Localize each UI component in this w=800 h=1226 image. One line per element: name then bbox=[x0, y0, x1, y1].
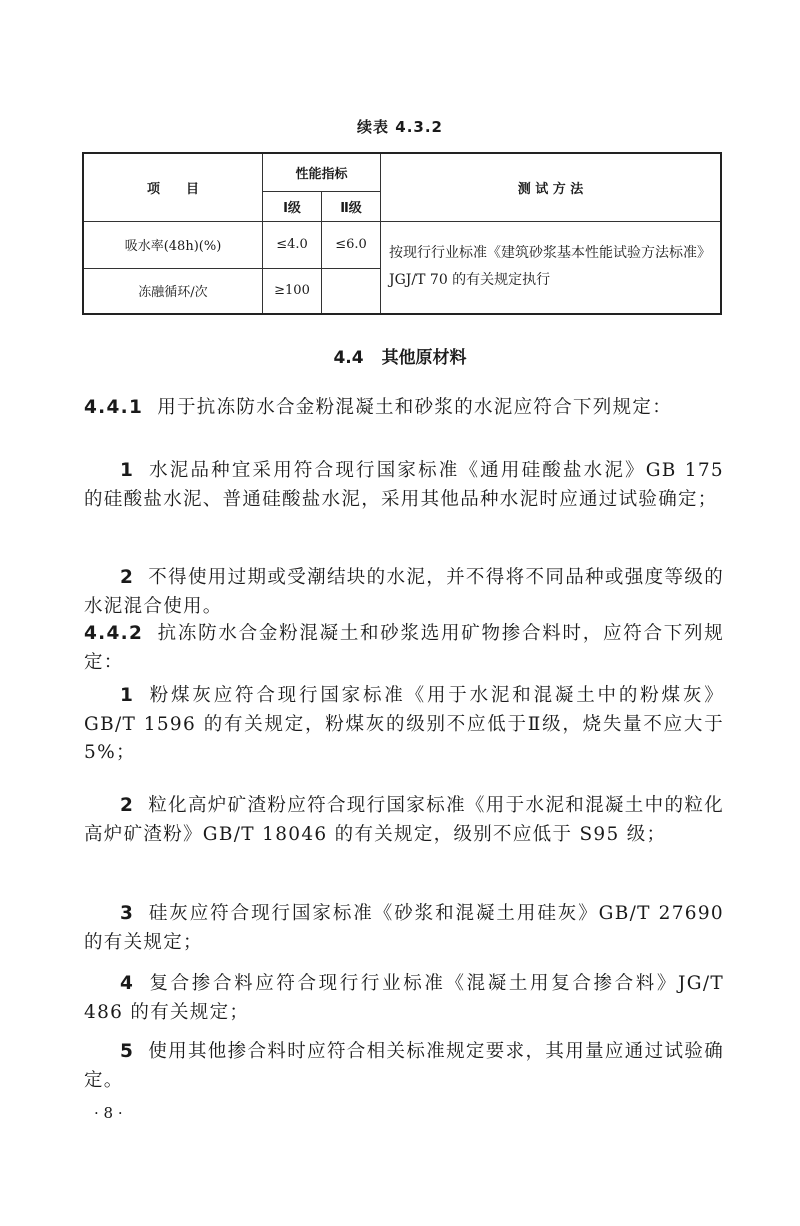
clause-4-4-1: 4.4.1 用于抗冻防水合金粉混凝土和砂浆的水泥应符合下列规定： bbox=[84, 397, 672, 418]
row-item: 吸水率(48h)(%) bbox=[83, 221, 263, 268]
row-item: 冻融循环/次 bbox=[83, 268, 263, 314]
clause-item: 2 不得使用过期或受潮结块的水泥，并不得将不同品种或强度等级的水泥混合使用。 bbox=[84, 567, 724, 617]
header-grade1: Ⅰ级 bbox=[263, 191, 322, 221]
row-grade1: ≤4.0 bbox=[263, 221, 322, 268]
clause-item: 1 粉煤灰应符合现行国家标准《用于水泥和混凝土中的粉煤灰》GB/T 1596 的有关规定，粉煤灰的级别不应低于Ⅱ级，烧失量不应大于 5%； bbox=[84, 685, 724, 763]
table-row bbox=[83, 221, 721, 268]
clause-item: 1 水泥品种宜采用符合现行国家标准《通用硅酸盐水泥》GB 175 的硅酸盐水泥、普通硅酸盐水泥，采用其他品种水泥时应通过试验确定； bbox=[84, 460, 724, 510]
clause-item: 3 硅灰应符合现行国家标准《砂浆和混凝土用硅灰》GB/T 27690 的有关规定； bbox=[84, 903, 724, 953]
row-grade1: ≥100 bbox=[263, 268, 322, 314]
row-grade2 bbox=[322, 268, 381, 314]
header-method: 测 试 方 法 bbox=[381, 153, 722, 221]
clause-item: 5 使用其他掺合料时应符合相关标准规定要求，其用量应通过试验确定。 bbox=[84, 1041, 724, 1091]
header-item: 项 目 bbox=[83, 153, 263, 221]
method-cell: 按现行行业标准《建筑砂浆基本性能试验方法标准》JGJ/T 70 的有关规定执行 bbox=[381, 221, 722, 314]
table-caption: 续表 4.3.2 bbox=[357, 118, 443, 136]
clause-item: 4 复合掺合料应符合现行行业标准《混凝土用复合掺合料》JG/T 486 的有关规定； bbox=[84, 973, 724, 1023]
spec-table bbox=[82, 152, 722, 315]
header-performance: 性能指标 bbox=[263, 153, 381, 191]
section-number: 4.4 bbox=[333, 348, 364, 368]
header-grade2: Ⅱ级 bbox=[322, 191, 381, 221]
clause-item: 2 粒化高炉矿渣粉应符合现行国家标准《用于水泥和混凝土中的粒化高炉矿渣粉》GB/T 18046 的有关规定，级别不应低于 S95 级； bbox=[84, 795, 724, 845]
page-number: · 8 · bbox=[94, 1104, 123, 1122]
clause-4-4-2: 4.4.2 抗冻防水合金粉混凝土和砂浆选用矿物掺合料时，应符合下列规定： bbox=[84, 623, 724, 673]
row-grade2: ≤6.0 bbox=[322, 221, 381, 268]
section-title: 其他原材料 bbox=[381, 348, 467, 368]
section-heading bbox=[0, 343, 800, 368]
